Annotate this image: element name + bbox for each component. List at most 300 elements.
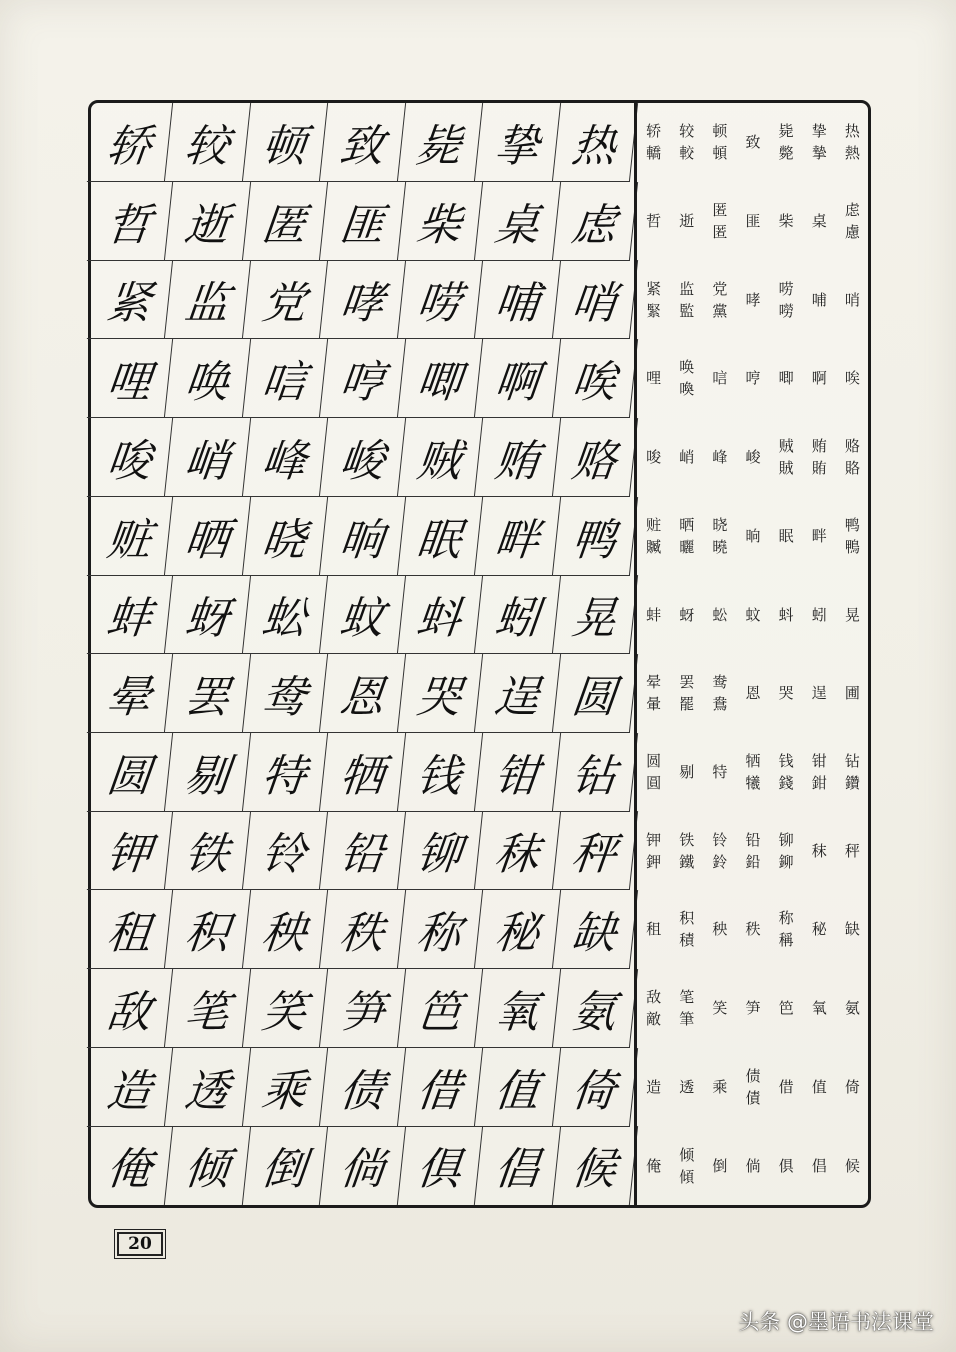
handwriting-cell: 唧 <box>397 339 483 418</box>
handwriting-cell: 峰 <box>242 418 328 497</box>
reference-cell <box>637 1076 670 1098</box>
handwriting-cell: 晓 <box>242 497 328 576</box>
handwriting-cell: 笔 <box>164 969 250 1048</box>
simplified-char: 铅 <box>745 830 761 849</box>
reference-cell <box>836 840 869 862</box>
reference-cell <box>736 289 769 311</box>
reference-cell <box>703 514 736 558</box>
traditional-char: 較 <box>679 144 695 163</box>
handwriting-cell: 罢 <box>164 654 250 733</box>
handwriting-cell: 蚊 <box>320 575 406 654</box>
reference-cell <box>836 367 869 389</box>
reference-cell <box>637 446 670 468</box>
simplified-char: 哩 <box>646 369 662 388</box>
handwriting-cell: 特 <box>242 733 328 812</box>
simplified-char: 造 <box>646 1077 662 1096</box>
handwriting-cell: 逝 <box>164 182 250 261</box>
simplified-char: 毙 <box>778 122 794 141</box>
handwriting-cell: 哺 <box>475 260 561 339</box>
simplified-char: 峭 <box>679 448 695 467</box>
handwriting-cell: 较 <box>164 103 250 182</box>
traditional-char: 熱 <box>844 144 860 163</box>
reference-cell <box>670 829 703 873</box>
reference-cell <box>803 289 836 311</box>
simplified-char: 秩 <box>745 920 761 939</box>
handwriting-cell: 秧 <box>242 890 328 969</box>
handwriting-cell: 桌 <box>475 182 561 261</box>
reference-row <box>637 339 869 418</box>
handwriting-cell: 蚜 <box>164 575 250 654</box>
reference-cell <box>703 671 736 715</box>
reference-cell <box>637 278 670 322</box>
reference-cell <box>803 750 836 794</box>
handwriting-cell: 铃 <box>242 811 328 890</box>
traditional-char: 監 <box>679 301 695 320</box>
reference-cell <box>836 199 869 243</box>
reference-cell <box>803 210 836 232</box>
handwriting-cell: 热 <box>552 103 638 182</box>
reference-row <box>637 497 869 576</box>
handwriting-cell: 唠 <box>397 260 483 339</box>
handwriting-cell: 蚪 <box>397 575 483 654</box>
handwriting-cell: 蚣 <box>242 575 328 654</box>
traditional-char: 鴨 <box>844 537 860 556</box>
reference-cell <box>637 750 670 794</box>
traditional-char: 摯 <box>811 144 827 163</box>
reference-cell <box>670 120 703 164</box>
simplified-char: 贿 <box>811 437 827 456</box>
traditional-char: 斃 <box>778 144 794 163</box>
reference-cell <box>803 682 836 704</box>
handwriting-cell: 铅 <box>320 811 406 890</box>
handwriting-cell: 倚 <box>552 1048 638 1127</box>
reference-row <box>637 654 869 733</box>
reference-cell <box>637 986 670 1030</box>
traditional-char: 積 <box>679 931 695 950</box>
traditional-char: 鉚 <box>778 852 794 871</box>
handwriting-cell: 氧 <box>475 969 561 1048</box>
handwriting-cell: 哼 <box>320 339 406 418</box>
handwriting-cell: 乘 <box>242 1048 328 1127</box>
simplified-char: 哲 <box>646 212 662 231</box>
traditional-char: 筆 <box>679 1010 695 1029</box>
simplified-char: 晃 <box>844 605 860 624</box>
simplified-char: 啊 <box>811 369 827 388</box>
handwriting-cell: 秩 <box>320 890 406 969</box>
handwriting-cell: 铆 <box>397 811 483 890</box>
simplified-char: 晌 <box>745 526 761 545</box>
handwriting-cell: 钾 <box>87 811 173 890</box>
simplified-char: 笑 <box>712 999 728 1018</box>
simplified-char: 柴 <box>778 212 794 231</box>
reference-cell <box>637 120 670 164</box>
simplified-char: 氨 <box>844 999 860 1018</box>
handwriting-cell: 轿 <box>87 103 173 182</box>
reference-cell <box>836 514 869 558</box>
reference-cell <box>703 278 736 322</box>
reference-cell <box>670 986 703 1030</box>
reference-cell <box>736 446 769 468</box>
handwriting-cell: 缺 <box>552 890 638 969</box>
simplified-char: 蚜 <box>679 605 695 624</box>
traditional-char: 犧 <box>745 774 761 793</box>
reference-cell <box>637 1155 670 1177</box>
simplified-char: 罢 <box>679 673 695 692</box>
traditional-char: 曬 <box>679 537 695 556</box>
simplified-char: 倘 <box>745 1156 761 1175</box>
simplified-char: 蚊 <box>745 605 761 624</box>
reference-cell <box>770 1155 803 1177</box>
handwriting-cell: 值 <box>475 1048 561 1127</box>
reference-cell <box>703 997 736 1019</box>
reference-cell <box>803 840 836 862</box>
reference-cell <box>736 750 769 794</box>
traditional-char: 鉗 <box>811 774 827 793</box>
simplified-char: 唤 <box>679 358 695 377</box>
reference-cell <box>637 671 670 715</box>
handwriting-cell: 监 <box>164 260 250 339</box>
traditional-char: 嘮 <box>778 301 794 320</box>
handwriting-cell: 借 <box>397 1048 483 1127</box>
reference-cell <box>637 604 670 626</box>
reference-cell <box>836 682 869 704</box>
handwriting-cell: 哮 <box>320 260 406 339</box>
handwriting-cell: 笑 <box>242 969 328 1048</box>
traditional-char: 曉 <box>712 537 728 556</box>
simplified-char: 秧 <box>712 920 728 939</box>
handwriting-cell: 钻 <box>552 733 638 812</box>
simplified-char: 致 <box>745 133 761 152</box>
simplified-char: 透 <box>679 1077 695 1096</box>
simplified-char: 眠 <box>778 526 794 545</box>
handwriting-cell: 造 <box>87 1048 173 1127</box>
simplified-char: 俱 <box>778 1156 794 1175</box>
simplified-char: 蚪 <box>778 605 794 624</box>
reference-cell <box>703 120 736 164</box>
reference-cell <box>736 1065 769 1109</box>
simplified-char: 值 <box>811 1077 827 1096</box>
handwriting-cell: 鸭 <box>552 497 638 576</box>
simplified-char: 哼 <box>745 369 761 388</box>
reference-cell <box>803 525 836 547</box>
reference-cell <box>703 199 736 243</box>
simplified-char: 赃 <box>646 515 662 534</box>
reference-row <box>637 575 869 654</box>
reference-cell <box>637 918 670 940</box>
reference-cell <box>836 750 869 794</box>
simplified-char: 峰 <box>712 448 728 467</box>
handwriting-cell: 圆 <box>552 654 638 733</box>
reference-cell <box>803 918 836 940</box>
simplified-char: 监 <box>679 279 695 298</box>
simplified-char: 唁 <box>712 369 728 388</box>
reference-cell <box>770 435 803 479</box>
traditional-char: 轎 <box>646 144 662 163</box>
simplified-char: 唉 <box>844 369 860 388</box>
simplified-char: 倒 <box>712 1156 728 1175</box>
simplified-char: 笔 <box>679 988 695 1007</box>
traditional-char: 鉛 <box>745 852 761 871</box>
simplified-char: 较 <box>679 122 695 141</box>
reference-cell <box>670 907 703 951</box>
simplified-char: 秣 <box>811 841 827 860</box>
handwriting-cell: 笋 <box>320 969 406 1048</box>
simplified-char: 哺 <box>811 290 827 309</box>
handwriting-cell: 蚓 <box>475 575 561 654</box>
reference-cell <box>670 761 703 783</box>
reference-cell <box>637 829 670 873</box>
simplified-char: 蚌 <box>646 605 662 624</box>
handwriting-cell: 晌 <box>320 497 406 576</box>
simplified-char: 贼 <box>778 437 794 456</box>
reference-cell <box>736 682 769 704</box>
traditional-char: 圓 <box>646 774 662 793</box>
traditional-char: 稱 <box>778 931 794 950</box>
reference-cell <box>670 210 703 232</box>
simplified-char: 俺 <box>646 1156 662 1175</box>
handwriting-cell: 唆 <box>87 418 173 497</box>
reference-cell <box>803 997 836 1019</box>
handwriting-cell: 秤 <box>552 811 638 890</box>
handwriting-cell: 秘 <box>475 890 561 969</box>
simplified-char: 牺 <box>745 752 761 771</box>
reference-cell <box>770 682 803 704</box>
reference-table <box>637 103 869 1205</box>
handwriting-cell: 眠 <box>397 497 483 576</box>
simplified-char: 虑 <box>844 201 860 220</box>
reference-cell <box>836 1155 869 1177</box>
simplified-char: 称 <box>778 909 794 928</box>
reference-cell <box>736 918 769 940</box>
reference-cell <box>637 514 670 558</box>
handwriting-cell: 唁 <box>242 339 328 418</box>
simplified-char: 桌 <box>811 212 827 231</box>
handwriting-cell: 晕 <box>87 654 173 733</box>
simplified-char: 唧 <box>778 369 794 388</box>
handwriting-cell: 峻 <box>320 418 406 497</box>
reference-row <box>637 1126 869 1205</box>
reference-cell <box>803 604 836 626</box>
simplified-char: 借 <box>778 1077 794 1096</box>
handwriting-cell: 顿 <box>242 103 328 182</box>
reference-cell <box>803 367 836 389</box>
handwriting-cell: 挚 <box>475 103 561 182</box>
handwriting-grid <box>91 103 634 1205</box>
traditional-char: 慮 <box>844 223 860 242</box>
simplified-char: 铃 <box>712 830 728 849</box>
reference-cell <box>670 1144 703 1188</box>
handwriting-cell: 笆 <box>397 969 483 1048</box>
reference-cell <box>736 604 769 626</box>
handwriting-cell: 哨 <box>552 260 638 339</box>
handwriting-cell: 畔 <box>475 497 561 576</box>
handwriting-cell: 贼 <box>397 418 483 497</box>
reference-cell <box>836 1076 869 1098</box>
simplified-char: 匪 <box>745 212 761 231</box>
simplified-char: 秘 <box>811 920 827 939</box>
reference-cell <box>670 356 703 400</box>
simplified-char: 赂 <box>844 437 860 456</box>
reference-cell <box>803 435 836 479</box>
handwriting-cell: 钳 <box>475 733 561 812</box>
simplified-char: 钳 <box>811 752 827 771</box>
simplified-char: 晕 <box>646 673 662 692</box>
reference-cell <box>836 289 869 311</box>
reference-cell <box>703 829 736 873</box>
reference-row <box>637 103 869 182</box>
reference-cell <box>770 120 803 164</box>
reference-cell <box>836 435 869 479</box>
reference-cell <box>736 1155 769 1177</box>
reference-cell <box>770 750 803 794</box>
reference-row <box>637 890 869 969</box>
handwriting-cell: 称 <box>397 890 483 969</box>
reference-cell <box>670 604 703 626</box>
traditional-char: 緊 <box>646 301 662 320</box>
handwriting-cell: 赃 <box>87 497 173 576</box>
simplified-char: 圃 <box>844 684 860 703</box>
simplified-char: 倚 <box>844 1077 860 1096</box>
reference-cell <box>703 918 736 940</box>
handwriting-cell: 透 <box>164 1048 250 1127</box>
reference-cell <box>770 604 803 626</box>
traditional-char: 黨 <box>712 301 728 320</box>
simplified-char: 乘 <box>712 1077 728 1096</box>
simplified-char: 哨 <box>844 290 860 309</box>
traditional-char: 鴦 <box>712 695 728 714</box>
traditional-char: 鐵 <box>679 852 695 871</box>
simplified-char: 晓 <box>712 515 728 534</box>
simplified-char: 逝 <box>679 212 695 231</box>
simplified-char: 鸯 <box>712 673 728 692</box>
handwriting-cell: 钱 <box>397 733 483 812</box>
reference-cell <box>770 210 803 232</box>
traditional-char: 頓 <box>712 144 728 163</box>
simplified-char: 哭 <box>778 684 794 703</box>
traditional-char: 敵 <box>646 1010 662 1029</box>
reference-cell <box>670 446 703 468</box>
simplified-char: 蚣 <box>712 605 728 624</box>
handwriting-cell: 倒 <box>242 1126 328 1205</box>
simplified-char: 秤 <box>844 841 860 860</box>
simplified-char: 峻 <box>745 448 761 467</box>
traditional-char: 暈 <box>646 695 662 714</box>
practice-frame <box>88 100 871 1208</box>
watermark: 头条 @墨语书法课堂 <box>738 1310 934 1334</box>
simplified-char: 畔 <box>811 526 827 545</box>
handwriting-cell: 贿 <box>475 418 561 497</box>
traditional-char: 罷 <box>679 695 695 714</box>
traditional-char: 賊 <box>778 459 794 478</box>
reference-cell <box>736 367 769 389</box>
simplified-char: 债 <box>745 1066 761 1085</box>
simplified-char: 租 <box>646 920 662 939</box>
reference-row <box>637 182 869 261</box>
reference-cell <box>803 120 836 164</box>
traditional-char: 鑽 <box>844 774 860 793</box>
handwriting-cell: 晃 <box>552 575 638 654</box>
reference-cell <box>836 918 869 940</box>
handwriting-cell: 倘 <box>320 1126 406 1205</box>
handwriting-cell: 唤 <box>164 339 250 418</box>
reference-cell <box>637 210 670 232</box>
handwriting-cell: 蚌 <box>87 575 173 654</box>
reference-cell <box>770 1076 803 1098</box>
handwriting-cell: 哲 <box>87 182 173 261</box>
reference-cell <box>736 997 769 1019</box>
traditional-char: 賂 <box>844 459 860 478</box>
reference-cell <box>803 1155 836 1177</box>
simplified-char: 蚓 <box>811 605 827 624</box>
handwriting-cell: 啊 <box>475 339 561 418</box>
handwriting-cell: 哭 <box>397 654 483 733</box>
simplified-char: 热 <box>844 122 860 141</box>
traditional-char: 債 <box>745 1088 761 1107</box>
reference-cell <box>703 761 736 783</box>
handwriting-cell: 鸯 <box>242 654 328 733</box>
handwriting-cell: 赂 <box>552 418 638 497</box>
handwriting-cell: 俺 <box>87 1126 173 1205</box>
reference-cell <box>703 1155 736 1177</box>
handwriting-cell: 债 <box>320 1048 406 1127</box>
handwriting-cell: 哩 <box>87 339 173 418</box>
handwriting-cell: 俱 <box>397 1126 483 1205</box>
traditional-char: 傾 <box>679 1167 695 1186</box>
simplified-char: 唆 <box>646 448 662 467</box>
handwriting-cell: 候 <box>552 1126 638 1205</box>
handwriting-cell: 唉 <box>552 339 638 418</box>
reference-cell <box>703 604 736 626</box>
handwriting-cell: 匿 <box>242 182 328 261</box>
simplified-char: 钾 <box>646 830 662 849</box>
reference-row <box>637 418 869 497</box>
traditional-char: 喚 <box>679 380 695 399</box>
simplified-char: 笆 <box>778 999 794 1018</box>
simplified-char: 剔 <box>679 763 695 782</box>
simplified-char: 钱 <box>778 752 794 771</box>
handwriting-cell: 匪 <box>320 182 406 261</box>
handwriting-cell: 峭 <box>164 418 250 497</box>
simplified-char: 鸭 <box>844 515 860 534</box>
handwriting-cell: 剔 <box>164 733 250 812</box>
reference-cell <box>703 1076 736 1098</box>
handwriting-cell: 倾 <box>164 1126 250 1205</box>
reference-cell <box>770 907 803 951</box>
reference-cell <box>703 446 736 468</box>
simplified-char: 缺 <box>844 920 860 939</box>
traditional-char: 鈴 <box>712 852 728 871</box>
reference-cell <box>736 525 769 547</box>
simplified-char: 敌 <box>646 988 662 1007</box>
simplified-char: 圆 <box>646 752 662 771</box>
simplified-char: 党 <box>712 279 728 298</box>
handwriting-cell: 虑 <box>552 182 638 261</box>
page-number: 20 <box>117 1232 163 1256</box>
reference-cell <box>836 604 869 626</box>
simplified-char: 哮 <box>745 290 761 309</box>
reference-cell <box>736 210 769 232</box>
handwriting-cell: 党 <box>242 260 328 339</box>
reference-cell <box>770 829 803 873</box>
reference-cell <box>670 514 703 558</box>
handwriting-cell: 恩 <box>320 654 406 733</box>
handwriting-cell: 晒 <box>164 497 250 576</box>
reference-cell <box>770 367 803 389</box>
simplified-char: 晒 <box>679 515 695 534</box>
traditional-char: 鉀 <box>646 852 662 871</box>
traditional-char: 錢 <box>778 774 794 793</box>
simplified-char: 紧 <box>646 279 662 298</box>
